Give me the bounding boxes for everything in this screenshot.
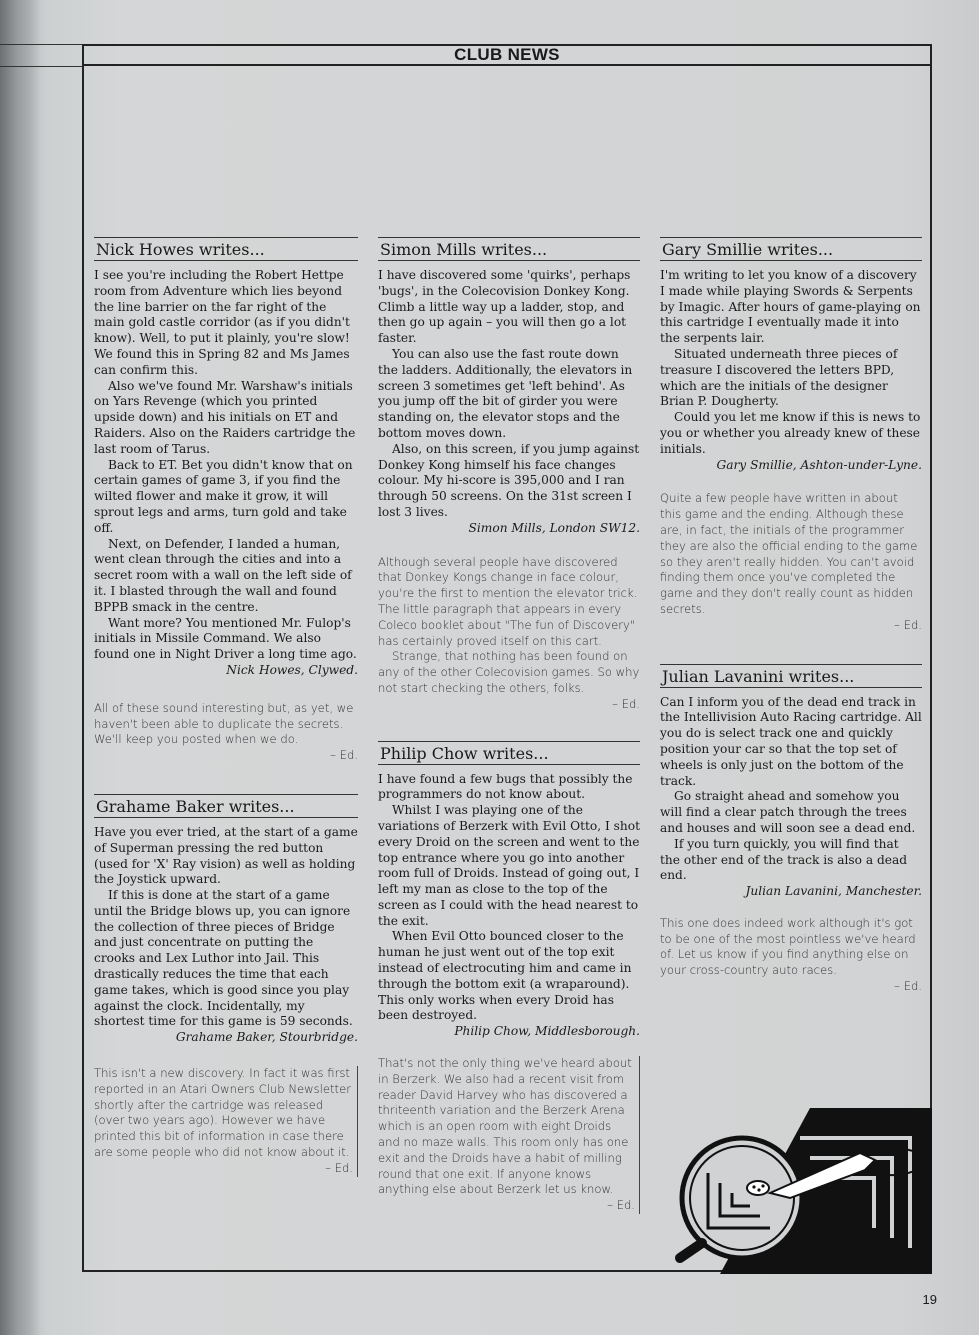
paragraph: Quite a few people have written in about this game and the ending. Although these are, in fact, the initials of the programmer they are also the official ending to the game so they aren't really hidden. You can't avoid finding them once you've completed the game and they don't really count as hidden secrets. — [660, 491, 918, 616]
letter-signature: Simon Mills, London SW12. — [468, 520, 640, 535]
letter-heading: Nick Howes writes... — [94, 237, 358, 261]
magnifying-glass-illustration — [660, 1098, 932, 1274]
paragraph: All of these sound interesting but, as yet, we haven't been able to duplicate the secrets. We'll keep you posted when we do. — [94, 700, 354, 747]
letter-body — [660, 268, 922, 458]
paragraph: You can also use the fast route down the ladders. Additionally, the elevators in screen 3 sometimes get 'left behind'. As you jump off the bit of girder you were standing on, the elevator stops and the bottom moves down. — [378, 346, 633, 440]
letter-signature: Julian Lavanini, Manchester. — [745, 884, 922, 899]
editor-signature: – Ed. — [612, 696, 640, 711]
paragraph: If you turn quickly, you will find that the other end of the track is also a dead end. — [660, 836, 908, 883]
letter-signature: Grahame Baker, Stourbridge. — [175, 1030, 358, 1045]
paragraph: I have discovered some 'quirks', perhaps 'bugs', in the Colecovision Donkey Kong. Climb a little way up a ladder, stop, and then go up again – you will then go a lot faster. — [378, 268, 631, 346]
editor-reply — [378, 1056, 640, 1214]
paragraph: I have found a few bugs that possibly the programmers do not know about. — [378, 771, 633, 802]
column-1 — [94, 237, 358, 1177]
paragraph: I see you're including the Robert Hettpe room from Adventure which lies beyond the line barrier on the far right of the main gold castle corridor (as if you didn't know). Well, to put it plainly, you're slow! We found this in Spring 82 and Ms James can confirm this. — [94, 268, 350, 377]
paragraph: When Evil Otto bounced closer to the human he just went out of the top exit instead of electrocuting him and came in through the bottom exit (a wraparound). This only works when every Droid has been destroyed. — [378, 929, 632, 1023]
editor-reply — [660, 916, 922, 979]
paragraph: Next, on Defender, I landed a human, went clean through the cities and into a secret room with a wall on the left side of it. I blasted through the wall and found BPPB smack in the centre. — [94, 536, 352, 614]
paragraph: Go straight ahead and somehow you will find a clear patch through the trees and houses and will soon see a dead end. — [660, 789, 916, 835]
editor-signature: – Ed. — [607, 1198, 635, 1213]
editor-reply — [660, 491, 922, 617]
editor-signature: – Ed. — [325, 1160, 353, 1175]
letter-heading: Julian Lavanini writes... — [660, 664, 922, 688]
letter-body — [94, 825, 358, 1030]
paragraph: Strange, that nothing has been found on any of the other Colecovision games. So why not start checking the others, folks. — [378, 649, 640, 695]
letter-body — [378, 268, 640, 521]
letter-body — [94, 268, 358, 663]
page-spine-shadow — [0, 0, 40, 1335]
paragraph: Back to ET. Bet you didn't know that on certain games of game 3, if you find the wilted flower and make it grow, it will sprout legs and arms, turn gold and take off. — [94, 457, 353, 535]
column-2 — [378, 237, 640, 1214]
editor-reply — [378, 555, 640, 697]
letter-heading: Grahame Baker writes... — [94, 794, 358, 818]
letter-heading: Philip Chow writes... — [378, 741, 640, 765]
letter-body — [378, 772, 640, 1025]
paragraph: Situated underneath three pieces of treasure I discovered the letters BPD, which are the initials of the designer Brian P. Dougherty. — [660, 346, 898, 409]
paragraph: This isn't a new discovery. In fact it was first reported in an Atari Owners Club Newsletter shortly after the cartridge was released (over two years ago). However we have printed this bit of information in case there are some people who did not know about it. — [94, 1066, 351, 1160]
margin-rule-bottom — [0, 66, 82, 67]
column-3 — [660, 237, 922, 995]
letter-heading: Gary Smillie writes... — [660, 237, 922, 261]
editor-signature: – Ed. — [894, 617, 922, 632]
paragraph: Although several people have discovered that Donkey Kongs change in face colour, you're the first to mention the elevator trick. The little paragraph that appears in every Coleco booklet about "The fun of Discovery" has certainly proved itself on this cart. — [378, 554, 638, 648]
page-number: 19 — [922, 1292, 937, 1307]
paragraph: Whilst I was playing one of the variations of Berzerk with Evil Otto, I shot every Droid on the screen and went to the top entrance where you go into another room full of Droids. Instead of going out, I left my man as close to the top of the screen as I could with the head nearest to the exit. — [378, 803, 640, 928]
editor-reply — [94, 701, 358, 748]
section-banner: CLUB NEWS — [82, 44, 932, 66]
paragraph: That's not the only thing we've heard about in Berzerk. We also had a recent visit from reader David Harvey who has discovered a thriteenth variation and the Berzerk Arena which is an open room with eight Droids and no maze walls. This room only has one exit and the Droids have a habit of milling round that one exit. If anyone knows anything else about Berzerk let us know. — [378, 1056, 632, 1197]
letter-body — [660, 695, 922, 885]
paragraph: This one does indeed work although it's got to be one of the most pointless we've heard of. Let us know if you find anything else on your cross-country auto races. — [660, 915, 916, 978]
editor-signature: – Ed. — [330, 748, 358, 763]
editor-reply — [94, 1066, 358, 1177]
paragraph: Also, on this screen, if you jump against Donkey Kong himself his face changes colour. My hi-score is 395,000 and I ran through 50 screens. On the 31st screen I lost 3 lives. — [378, 441, 640, 519]
paragraph: Can I inform you of the dead end track in the Intellivision Auto Racing cartridge. All you do is select track one and quickly position your car so that the top set of wheels is only just on the bottom of the track. — [660, 694, 922, 788]
paragraph: Could you let me know if this is news to you or whether you already knew of these initials. — [660, 410, 921, 456]
letter-heading: Simon Mills writes... — [378, 237, 640, 261]
letter-signature: Nick Howes, Clywed. — [226, 662, 358, 677]
paragraph: Also we've found Mr. Warshaw's initials on Yars Revenge (which you printed upside down) and his initials on ET and Raiders. Also on the Raiders cartridge the last room of Tarus. — [94, 378, 356, 456]
letter-signature: Philip Chow, Middlesborough. — [454, 1024, 640, 1039]
paragraph: I'm writing to let you know of a discovery I made while playing Swords & Serpents by Imagic. After hours of game-playing on this cartridge I eventually made it into the serpents lair. — [660, 268, 921, 346]
editor-signature: – Ed. — [894, 979, 922, 994]
margin-rule-top — [0, 44, 82, 45]
letter-signature: Gary Smillie, Ashton-under-Lyne. — [716, 457, 922, 472]
paragraph: Want more? You mentioned Mr. Fulop's initials in Missile Command. We also found one in Night Driver a long time ago. — [94, 615, 357, 662]
paragraph: If this is done at the start of a game until the Bridge blows up, you can ignore the collection of three pieces of Bridge and just concentrate on putting the crooks and Lex Luthor into Jail. This drastically reduces the time that each game takes, which is good since you play against the clock. Incidentally, my shortest time for this game is 59 seconds. — [94, 888, 353, 1029]
paragraph: Have you ever tried, at the start of a game of Superman pressing the red button (used for 'X' Ray vision) as well as holding the Joystick upward. — [94, 824, 358, 887]
